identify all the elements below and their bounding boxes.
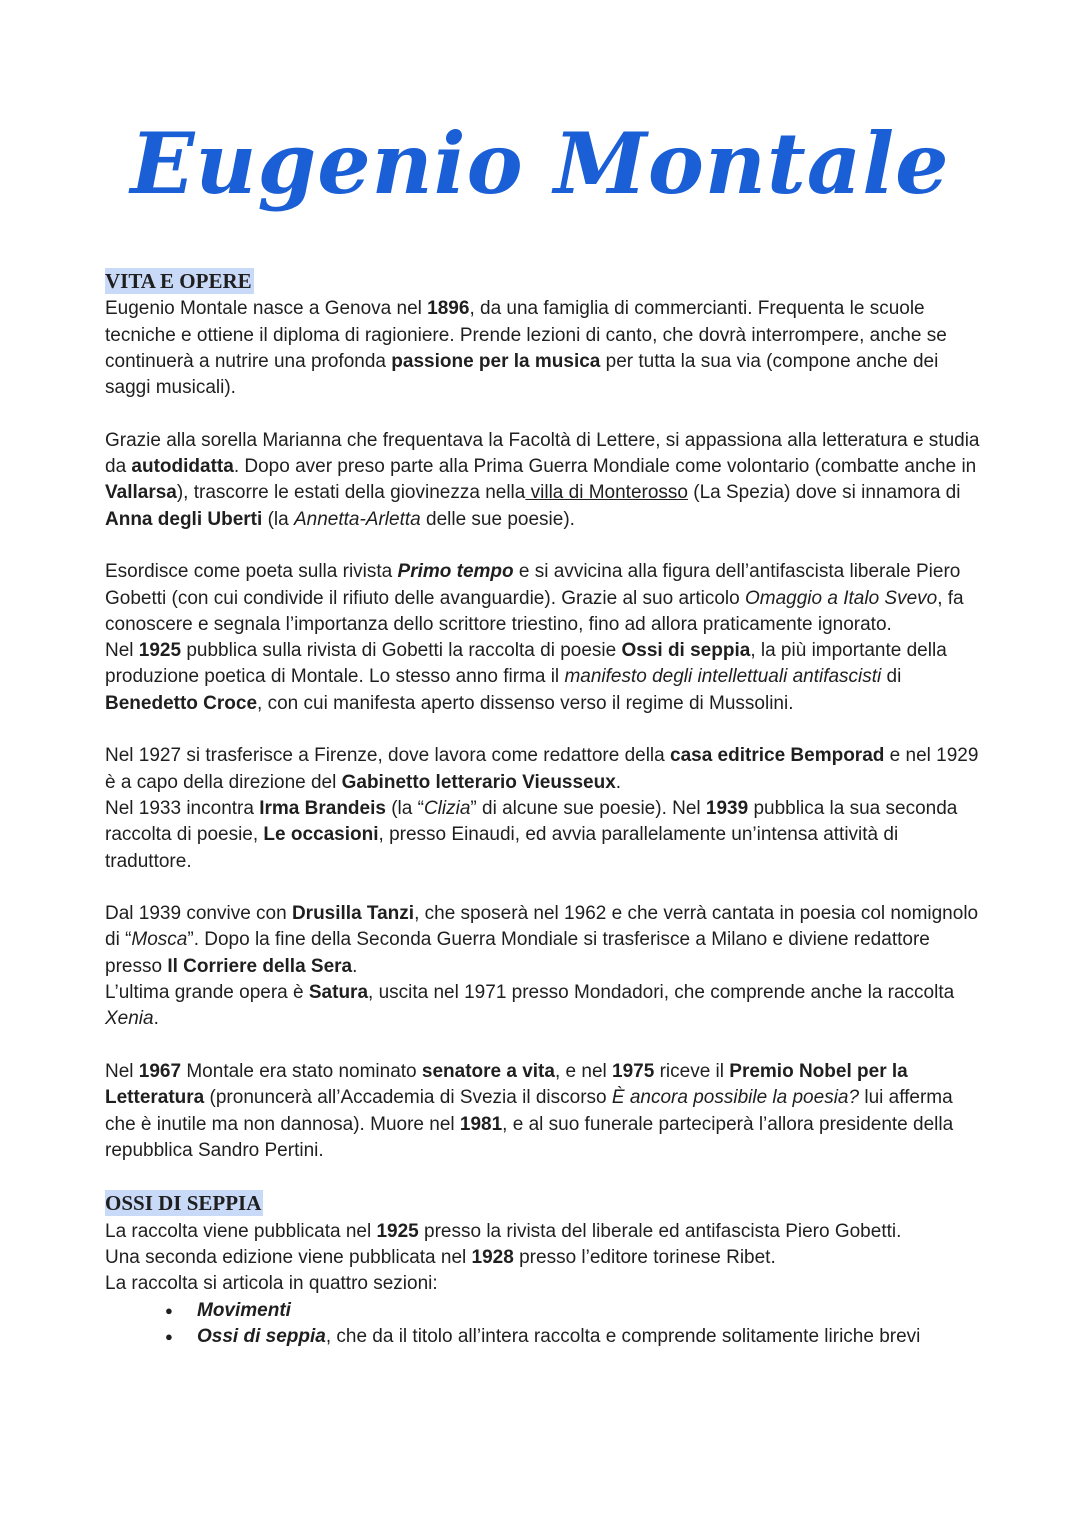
text-run: (La Spezia) dove si innamora di	[687, 482, 961, 504]
text-run: ), trascorre le estati della giovinezza nella	[176, 482, 526, 504]
paragraph	[105, 796, 985, 875]
text-run: È ancora possibile la poesia?	[611, 1087, 860, 1109]
text-run: (pronuncerà all’Accademia di Svezia il discorso	[204, 1087, 612, 1109]
text-run: e si avvicina alla figura dell’antifascista liberale Piero Gobetti (con cui condivide il rifiuto delle avanguardie). Grazie al suo articolo	[105, 561, 961, 609]
text-run: Nel	[105, 640, 139, 662]
text-run: Anna degli Uberti	[105, 508, 263, 530]
paragraph	[105, 428, 985, 533]
text-run: Vallarsa	[105, 482, 177, 504]
text-run: Montale era stato nominato	[181, 1060, 422, 1082]
text-run: Movimenti	[197, 1299, 291, 1321]
paragraph	[105, 1245, 985, 1271]
text-run: , da una famiglia di commercianti. Frequenta le scuole tecniche e ottiene il diploma di ragioniere. Prende lezioni di canto, che dovrà interrompere, anche se continuerà a nutrire una profonda	[105, 298, 947, 372]
text-run: Omaggio a Italo Svevo	[745, 587, 938, 609]
text-run: Il Corriere della Sera	[167, 955, 353, 977]
text-run: ” di alcune sue poesie). Nel	[470, 797, 706, 819]
text-run: (la “	[385, 797, 424, 819]
text-run: 1896	[427, 298, 470, 320]
text-run: casa editrice Bemporad	[670, 745, 885, 767]
text-run: 1928	[471, 1246, 514, 1268]
text-run: per tutta la sua via (compone anche dei saggi musicali).	[105, 350, 939, 399]
text-run: , con cui manifesta aperto dissenso verso il regime di Mussolini.	[257, 692, 794, 714]
text-run: , la più importante della produzione poetica di Montale. Lo stesso anno firma il	[105, 640, 947, 688]
paragraph	[105, 743, 985, 796]
text-run: senatore a vita	[421, 1060, 555, 1082]
text-run: 1925	[376, 1220, 419, 1242]
text-run: 1925	[138, 640, 182, 662]
paragraph	[105, 1059, 985, 1164]
text-run: Dal 1939 convive con	[105, 903, 292, 925]
text-run: delle sue poesie).	[420, 508, 575, 530]
text-run: .	[615, 771, 622, 793]
text-run: Nel	[105, 1060, 139, 1082]
text-run: Grazie alla sorella Marianna che frequentava la Facoltà di Lettere, si appassiona alla letteratura e studia da	[105, 429, 980, 478]
list-item	[197, 1298, 985, 1324]
text-run: Nel 1933 incontra	[105, 797, 260, 819]
section-heading-vita-e-opere: VITA E OPERE	[105, 269, 252, 293]
document-body	[105, 268, 985, 1350]
text-run: 1967	[138, 1060, 182, 1082]
text-run: Ossi di seppia	[197, 1325, 326, 1347]
text-run: passione per la musica	[391, 350, 601, 372]
text-run: .	[153, 1008, 159, 1030]
text-run: La raccolta si articola in quattro sezioni:	[105, 1273, 438, 1295]
text-run: presso l’editore torinese Ribet.	[513, 1246, 776, 1268]
text-run: presso la rivista del liberale ed antifascista Piero Gobetti.	[418, 1220, 902, 1242]
sections-list	[105, 1298, 985, 1351]
text-run: pubblica sulla rivista di Gobetti la raccolta di poesie	[181, 640, 622, 662]
paragraph	[105, 901, 985, 980]
text-run: Ossi di seppia	[621, 640, 751, 662]
text-run: di	[881, 666, 902, 688]
text-run: . Dopo aver preso parte alla Prima Guerra Mondiale come volontario (combatte anche in	[233, 456, 977, 478]
text-run: L’ultima grande opera è	[105, 982, 309, 1004]
paragraph	[105, 1271, 985, 1297]
text-run: autodidatta	[131, 456, 234, 478]
text-run: , che sposerà nel 1962 e che verrà cantata in poesia col nomignolo di “	[105, 903, 979, 951]
text-run: Premio Nobel per la Letteratura	[105, 1060, 908, 1109]
text-run: 1975	[612, 1060, 655, 1082]
text-run: , e al suo funerale parteciperà l’allora presidente della repubblica Sandro Pertini.	[105, 1113, 954, 1161]
text-run: , fa conoscere e segnala l’importanza dello scrittore triestino, fino ad allora praticamente ignorato.	[105, 587, 964, 635]
text-run: Esordisce come poeta sulla rivista	[105, 561, 398, 583]
text-run: (la	[262, 508, 294, 530]
text-run: , presso Einaudi, ed avvia parallelamente un’intensa attività di traduttore.	[105, 824, 899, 872]
text-run: Benedetto Croce	[105, 692, 258, 714]
text-run: Eugenio Montale nasce a Genova nel	[105, 298, 428, 320]
text-run: riceve il	[654, 1060, 730, 1082]
text-run: , che da il titolo all’intera raccolta e comprende solitamente liriche brevi	[325, 1325, 921, 1347]
paragraph	[105, 559, 985, 638]
text-run: Irma Brandeis	[259, 797, 386, 819]
text-run: Drusilla Tanzi	[291, 903, 415, 925]
text-run: villa di Monterosso	[525, 482, 688, 504]
text-run: La raccolta viene pubblicata nel	[105, 1220, 377, 1242]
text-run: manifesto degli intellettuali antifascisti	[564, 666, 882, 688]
text-run: Primo tempo	[397, 561, 514, 583]
text-run: Clizia	[423, 797, 471, 819]
text-run: , e nel	[554, 1060, 613, 1082]
section-heading-ossi-di-seppia: OSSI DI SEPPIA	[105, 1191, 262, 1216]
text-run: pubblica la sua seconda raccolta di poesie,	[105, 797, 958, 846]
text-run: .	[352, 955, 358, 977]
text-run: Mosca	[131, 929, 188, 951]
text-run: 1939	[705, 797, 749, 819]
text-run: Satura	[308, 982, 369, 1004]
text-run: lui afferma che è inutile ma non dannosa). Muore nel	[105, 1087, 953, 1135]
paragraph	[105, 1219, 985, 1245]
text-run: 1981	[459, 1113, 503, 1135]
text-run: ”. Dopo la fine della Seconda Guerra Mondiale si trasferisce a Milano e diviene redattore presso	[105, 929, 930, 977]
text-run: Nel 1927 si trasferisce a Firenze, dove lavora come redattore della	[105, 745, 670, 767]
text-run: Gabinetto letterario Vieusseux	[341, 771, 616, 793]
text-run: , uscita nel 1971 presso Mondadori, che comprende anche la raccolta	[368, 982, 955, 1004]
text-run: Annetta-Arletta	[293, 508, 421, 530]
page-title: Eugenio Montale	[130, 114, 950, 213]
paragraph	[105, 296, 985, 401]
paragraph	[105, 980, 985, 1033]
text-run: Xenia	[105, 1008, 154, 1030]
text-run: Una seconda edizione viene pubblicata nel	[105, 1246, 472, 1268]
text-run: Le occasioni	[263, 824, 379, 846]
text-run: e nel 1929 è a capo della direzione del	[105, 745, 979, 793]
list-item	[197, 1324, 985, 1350]
paragraph	[105, 638, 985, 717]
